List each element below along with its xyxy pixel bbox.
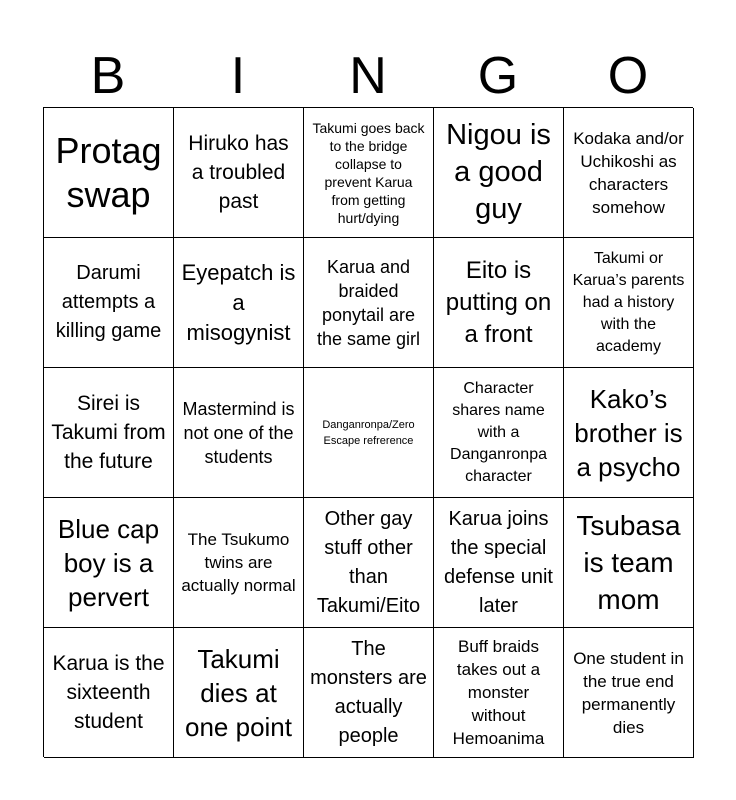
bingo-cell[interactable] [304,628,434,758]
bingo-cell[interactable] [434,108,564,238]
cell-text: Karua joins the special defense unit later [444,507,553,617]
header-letter-n: N [349,47,387,105]
bingo-cell[interactable] [564,498,694,628]
cell-text: Kako’s brother is a psycho [574,383,683,482]
bingo-header [43,44,693,108]
cell-text: Blue cap boy is a pervert [57,513,160,612]
header-letter-i: I [230,47,246,105]
bingo-grid [43,107,693,757]
cell-text: Buff braids takes out a monster without Hemoanima [452,637,545,748]
bingo-cell[interactable] [44,108,174,238]
cell-text: Takumi or Karua’s parents had a history with the academy [572,249,685,355]
cell-text: Nigou is a good guy [446,119,551,225]
bingo-cell[interactable] [44,368,174,498]
bingo-cell[interactable] [174,628,304,758]
cell-text: Takumi dies at one point [185,643,292,742]
cell-text: Karua is the sixteenth student [52,652,165,733]
bingo-cell[interactable] [434,368,564,498]
cell-text: Darumi attempts a killing game [55,262,162,342]
bingo-cell[interactable] [44,628,174,758]
bingo-cell[interactable] [434,628,564,758]
header-letter-o: O [607,47,649,105]
bingo-cell[interactable] [304,498,434,628]
cell-text: The monsters are actually people [310,637,427,747]
bingo-cell[interactable] [304,368,434,498]
cell-text: Eyepatch is a misogynist [181,259,296,345]
cell-text: Hiruko has a troubled past [188,132,289,213]
bingo-cell[interactable] [174,238,304,368]
bingo-cell[interactable] [564,628,694,758]
bingo-cell[interactable] [174,108,304,238]
cell-text: Danganronpa/Zero Escape refrerence [322,418,415,447]
bingo-cell[interactable] [434,238,564,368]
cell-text: Mastermind is not one of the students [182,398,295,467]
bingo-cell[interactable] [304,238,434,368]
cell-text: One student in the true end permanently dies [573,648,684,737]
bingo-cell[interactable] [44,498,174,628]
bingo-cell[interactable] [564,368,694,498]
bingo-cell[interactable] [304,108,434,238]
bingo-cell[interactable] [434,498,564,628]
bingo-cell[interactable] [564,108,694,238]
bingo-cell[interactable] [174,368,304,498]
cell-text: Character shares name with a Danganronpa character [450,379,547,485]
cell-text: Sirei is Takumi from the future [51,392,166,473]
header-letter-b: B [90,47,126,105]
cell-text: Kodaka and/or Uchikoshi as characters somehow [573,128,684,217]
cell-text: Other gay stuff other than Takumi/Eito [316,507,421,617]
cell-text: Eito is putting on a front [445,256,552,348]
bingo-cell[interactable] [174,498,304,628]
cell-text: Karua and braided ponytail are the same girl [316,256,421,349]
bingo-cell[interactable] [564,238,694,368]
cell-text: Tsubasa is team mom [576,510,681,615]
cell-text: The Tsukumo twins are actually normal [181,530,296,595]
header-letter-g: G [477,47,519,105]
cell-text: Protag swap [55,129,162,215]
bingo-cell[interactable] [44,238,174,368]
cell-text: Takumi goes back to the bridge collapse to prevent Karua from getting hurt/dying [312,119,425,226]
